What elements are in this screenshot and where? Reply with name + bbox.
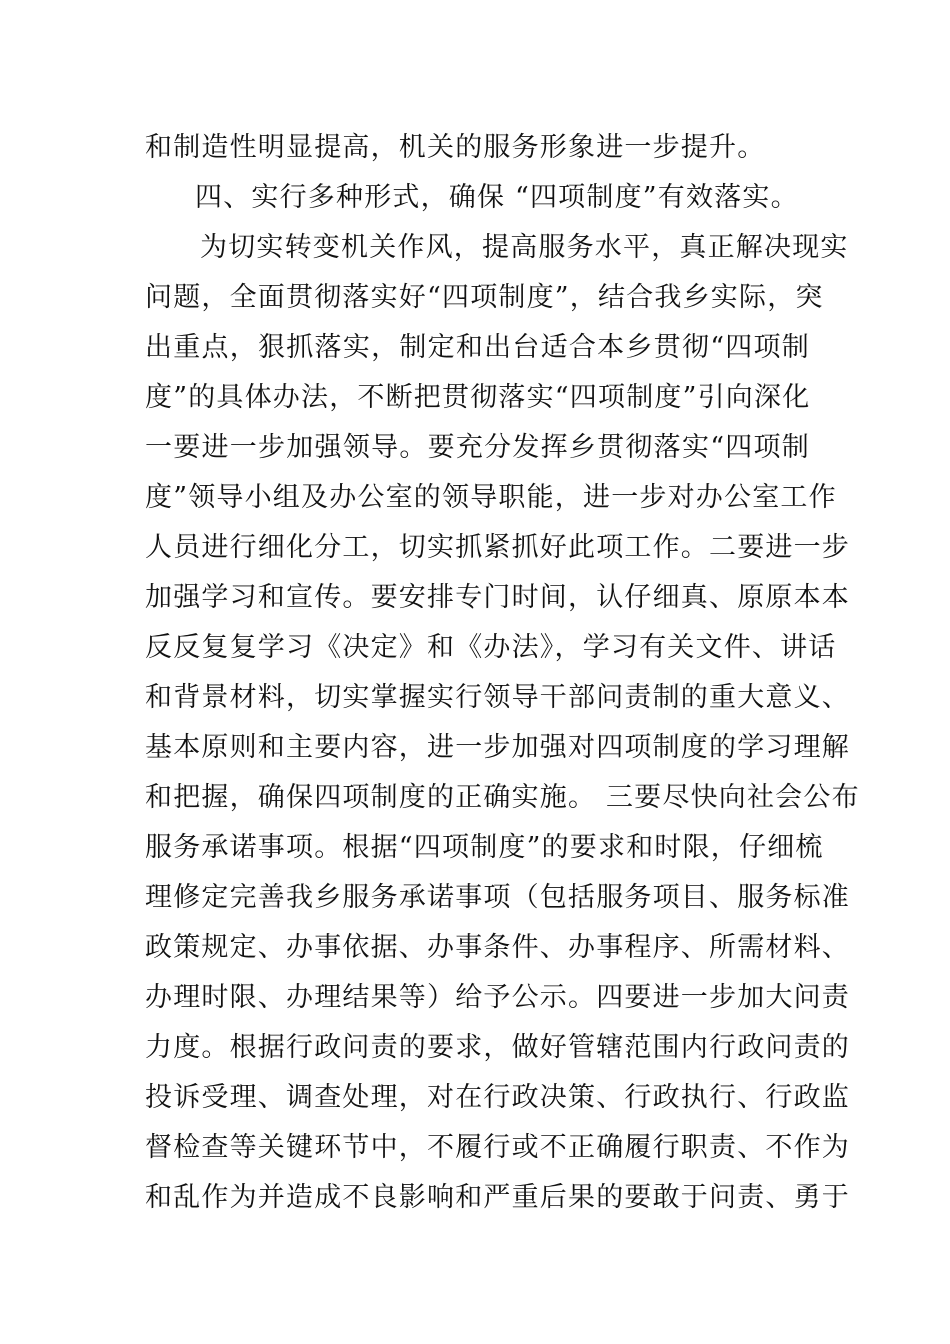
text-line: 度”领导小组及办公室的领导职能，进一步对办公室工作 xyxy=(145,482,837,513)
text-line: 基本原则和主要内容，进一步加强对四项制度的学习理解 xyxy=(145,732,850,763)
text-line: 出重点，狠抓落实，制定和出台适合本乡贯彻“四项制 xyxy=(145,332,810,363)
text-line: 政策规定、办事依据、办事条件、办事程序、所需材料、 xyxy=(145,932,850,963)
text-line: 和背景材料，切实掌握实行领导干部问责制的重大意义、 xyxy=(145,682,850,713)
text-line: 问题，全面贯彻落实好“四项制度”，结合我乡实际，突 xyxy=(145,282,824,313)
text-line: 和制造性明显提高，机关的服务形象进一步提升。 xyxy=(145,132,766,163)
text-line: 办理时限、办理结果等）给予公示。四要进一步加大问责 xyxy=(145,982,850,1013)
text-line: 为切实转变机关作风，提高服务水平，真正解决现实 xyxy=(200,232,849,263)
text-line: 和乱作为并造成不良影响和严重后果的要敢于问责、勇于 xyxy=(145,1182,850,1213)
section-heading: 四、实行多种形式，确保 “四项制度”有效落实。 xyxy=(195,182,799,213)
text-line: 理修定完善我乡服务承诺事项（包括服务项目、服务标准 xyxy=(145,882,850,913)
text-line: 度”的具体办法，不断把贯彻落实“四项制度”引向深化 xyxy=(145,382,811,413)
text-line: 力度。根据行政问责的要求，做好管辖范围内行政问责的 xyxy=(145,1032,850,1063)
text-line: 投诉受理、调查处理，对在行政决策、行政执行、行政监 xyxy=(145,1082,850,1113)
text-line: 和把握，确保四项制度的正确实施。 三要尽快向社会公布 xyxy=(145,782,860,813)
text-line: 反反复复学习《决定》和《办法》，学习有关文件、讲话 xyxy=(145,632,837,663)
text-line: 人员进行细化分工，切实抓紧抓好此项工作。二要进一步 xyxy=(145,532,850,563)
text-line: 服务承诺事项。根据“四项制度”的要求和时限，仔细梳 xyxy=(145,832,824,863)
text-line: 督检查等关键环节中，不履行或不正确履行职责、不作为 xyxy=(145,1132,850,1163)
text-line: 加强学习和宣传。要安排专门时间，认仔细真、原原本本 xyxy=(145,582,850,613)
text-line: 一要进一步加强领导。要充分发挥乡贯彻落实“四项制 xyxy=(145,432,810,463)
